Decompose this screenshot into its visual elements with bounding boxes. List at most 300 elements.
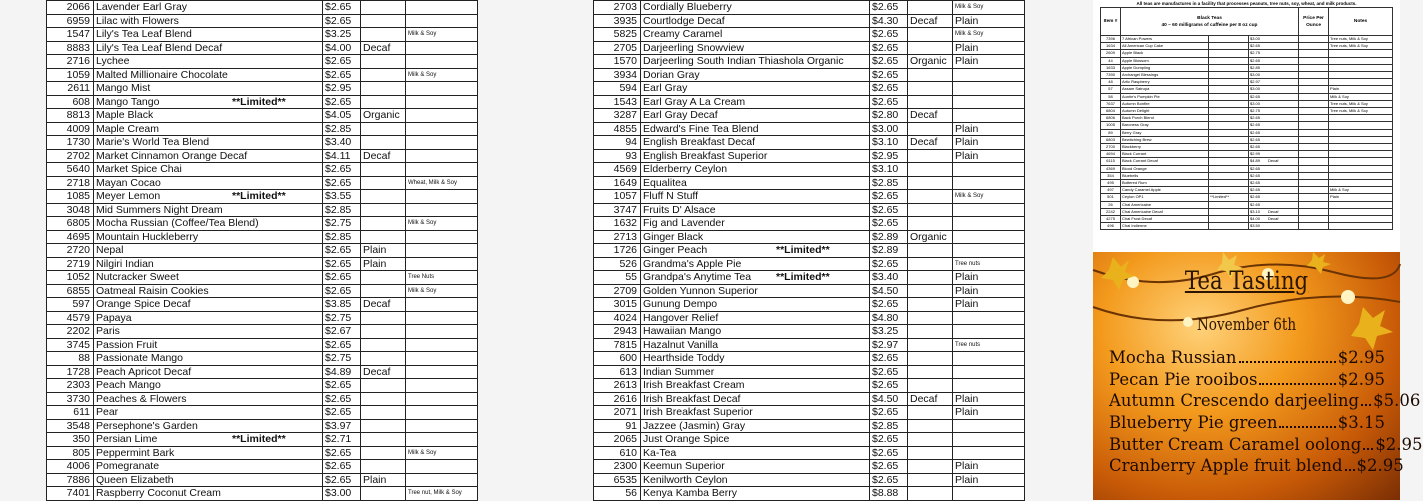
price-cell: $2.71 <box>323 433 361 447</box>
allergen-cell <box>406 163 478 177</box>
spacer-cell <box>1299 129 1329 136</box>
price-cell <box>1249 201 1299 208</box>
table-row <box>594 68 1025 82</box>
tea-name-cell <box>641 230 870 244</box>
spacer-cell <box>1299 43 1329 50</box>
tea-name: Papaya <box>96 311 132 324</box>
tea-name-cell <box>94 28 323 42</box>
item-number-cell: 7390 <box>1101 72 1121 79</box>
item-number-cell: 7401 <box>47 487 94 501</box>
tea-name-cell <box>94 176 323 190</box>
tea-name: Orange Spice Decaf <box>96 298 191 310</box>
table-row <box>1101 100 1393 107</box>
limited-cell <box>1209 115 1249 122</box>
item-number-cell: 526 <box>594 257 641 271</box>
item-number-cell: 6803 <box>1101 136 1121 143</box>
tea-name: Fruits D' Alsace <box>643 203 716 216</box>
item-number-cell: 2613 <box>594 379 641 393</box>
price-cell: $2.65 <box>323 244 361 258</box>
allergen-cell <box>1329 136 1393 143</box>
allergen-cell <box>406 379 478 393</box>
allergen-cell <box>406 95 478 109</box>
note-cell <box>361 95 406 109</box>
allergen-cell <box>406 190 478 204</box>
table-row <box>1101 172 1393 179</box>
allergen-cell <box>953 487 1025 501</box>
price-cell <box>1249 108 1299 115</box>
price-cell <box>1249 208 1299 215</box>
tea-name-cell <box>641 1 870 15</box>
tea-name-cell <box>641 244 870 258</box>
table-row <box>1101 201 1393 208</box>
tea-name: Just Orange Spice <box>643 433 730 445</box>
spacer-cell <box>1299 144 1329 151</box>
price-value: $2.65 <box>1250 122 1261 128</box>
tea-name-cell <box>641 433 870 447</box>
note-cell: Decaf <box>908 109 953 123</box>
tea-name: English Breakfast Decaf <box>643 136 756 148</box>
table-row <box>47 487 478 501</box>
item-number-cell: 26 <box>1101 201 1121 208</box>
allergen-cell: Plain <box>953 122 1025 136</box>
item-number-cell: 5825 <box>594 28 641 42</box>
dot-leader <box>1239 361 1336 363</box>
dot-leader <box>1345 469 1355 471</box>
spacer-cell <box>1299 165 1329 172</box>
table-row <box>47 244 478 258</box>
price-cell <box>1249 136 1299 143</box>
note-cell <box>908 176 953 190</box>
price-value: $2.99 <box>1250 151 1261 157</box>
spacer-cell <box>1299 216 1329 223</box>
tea-name: Creamy Caramel <box>643 28 723 40</box>
tea-name-cell: Chai Frost Decaf <box>1121 216 1209 223</box>
tea-name-cell: Blood Orange <box>1121 165 1209 172</box>
table-row <box>594 338 1025 352</box>
left-tea-table <box>46 0 478 501</box>
note-cell <box>908 41 953 55</box>
flyer-menu-item <box>1109 456 1404 478</box>
note-cell: Organic <box>361 109 406 123</box>
dot-leader <box>1279 426 1335 428</box>
table-row <box>594 271 1025 285</box>
tea-name-cell <box>94 95 323 109</box>
table-row <box>47 203 478 217</box>
note-cell <box>908 244 953 258</box>
note-cell: Decaf <box>361 149 406 163</box>
header-notes: Notes <box>1329 8 1393 36</box>
table-row <box>1101 216 1393 223</box>
limited-cell <box>1209 72 1249 79</box>
allergen-cell <box>1329 165 1393 172</box>
middle-tea-table <box>593 0 1025 501</box>
note-cell <box>361 190 406 204</box>
left-tea-sheet <box>46 0 477 500</box>
tea-name-cell <box>641 55 870 69</box>
item-number-cell: 495 <box>1101 180 1121 187</box>
table-row <box>47 419 478 433</box>
item-number-cell: 8883 <box>47 41 94 55</box>
note-cell <box>361 163 406 177</box>
item-number-cell: 1085 <box>47 190 94 204</box>
tea-name: Nilgiri Indian <box>96 257 154 270</box>
allergen-cell <box>953 311 1025 325</box>
table-row <box>47 41 478 55</box>
price-value: $2.97 <box>1250 79 1261 85</box>
price-value: $2.65 <box>1250 136 1261 142</box>
price-cell: $2.65 <box>323 392 361 406</box>
allergen-cell: Plain <box>953 41 1025 55</box>
tea-name: Malted Millionaire Chocolate <box>96 68 228 81</box>
tea-name-cell: Chai Americaine <box>1121 201 1209 208</box>
allergen-cell <box>406 460 478 474</box>
tea-name-cell <box>641 122 870 136</box>
allergen-cell <box>1329 208 1393 215</box>
item-number-cell: 496 <box>1101 223 1121 230</box>
allergen-cell: Tree nuts <box>953 338 1025 352</box>
table-row <box>594 379 1025 393</box>
note-cell <box>361 311 406 325</box>
table-row <box>47 392 478 406</box>
note-cell <box>361 284 406 298</box>
tea-name: Irish Breakfast Cream <box>643 379 745 391</box>
flyer-date: November 6th <box>1196 315 1297 335</box>
table-row <box>594 149 1025 163</box>
price-cell <box>1249 144 1299 151</box>
allergen-cell <box>1329 172 1393 179</box>
header-caffeine: 40 – 60 milligrams of caffeine per 8 oz cup <box>1161 22 1258 28</box>
table-row <box>594 55 1025 69</box>
table-row <box>594 122 1025 136</box>
allergen-cell: Tree nuts, Milk & Soy <box>1329 36 1393 43</box>
allergen-cell: Milk & Soy <box>1329 187 1393 194</box>
note-value: Decaf <box>1268 158 1279 164</box>
tea-name-cell: Archangel Blessings <box>1121 72 1209 79</box>
price-cell <box>1249 93 1299 100</box>
note-cell: Decaf <box>361 365 406 379</box>
price-value: $2.65 <box>1250 115 1261 121</box>
tea-name: Mayan Cocao <box>96 176 161 189</box>
item-number-cell: 4569 <box>594 163 641 177</box>
tea-name-cell <box>641 28 870 42</box>
flyer-tea-price: $2.95 <box>1337 369 1385 389</box>
note-cell <box>908 433 953 447</box>
price-cell: $4.89 <box>323 365 361 379</box>
tea-name-cell <box>641 365 870 379</box>
note-cell <box>908 190 953 204</box>
allergen-cell <box>406 122 478 136</box>
price-cell <box>1249 43 1299 50</box>
table-row <box>594 244 1025 258</box>
limited-label: **Limited** <box>232 190 286 202</box>
price-cell: $2.95 <box>870 149 908 163</box>
allergen-cell <box>406 203 478 217</box>
tea-name: Earl Gray <box>643 82 688 94</box>
tea-name-cell <box>641 190 870 204</box>
price-cell: $2.65 <box>870 203 908 217</box>
table-row <box>594 284 1025 298</box>
price-cell: $2.65 <box>870 190 908 204</box>
limited-cell <box>1209 158 1249 165</box>
limited-cell <box>1209 36 1249 43</box>
price-cell: $2.65 <box>870 365 908 379</box>
tea-name: Persephone's Garden <box>96 419 198 432</box>
tea-name-cell <box>641 460 870 474</box>
price-value: $2.65 <box>1250 172 1261 178</box>
price-cell: $2.65 <box>870 460 908 474</box>
tea-name-cell <box>94 460 323 474</box>
tea-name-cell: All American Cup Cake <box>1121 43 1209 50</box>
tea-name-cell <box>94 446 323 460</box>
allergen-cell: Milk & Soy <box>406 217 478 231</box>
price-cell <box>1249 216 1299 223</box>
price-cell: $2.65 <box>870 352 908 366</box>
note-cell: Plain <box>361 473 406 487</box>
item-number-cell: 1052 <box>47 271 94 285</box>
allergen-cell <box>953 244 1025 258</box>
limited-cell <box>1209 172 1249 179</box>
tea-name: Fig and Lavender <box>643 217 725 229</box>
price-cell <box>1249 64 1299 71</box>
tea-name-cell <box>94 122 323 136</box>
item-number-cell: 2202 <box>47 325 94 339</box>
tea-name-cell <box>94 1 323 15</box>
price-cell: $2.65 <box>323 176 361 190</box>
table-row <box>47 190 478 204</box>
spacer-cell <box>1299 64 1329 71</box>
table-row <box>47 55 478 69</box>
table-row <box>47 217 478 231</box>
note-cell <box>361 460 406 474</box>
item-number-cell: 3934 <box>594 68 641 82</box>
price-value: $4.89 <box>1250 158 1261 164</box>
allergen-cell <box>953 446 1025 460</box>
tea-name-cell <box>94 473 323 487</box>
spacer-cell <box>1299 172 1329 179</box>
note-cell <box>908 379 953 393</box>
allergen-cell <box>1329 144 1393 151</box>
price-cell: $2.65 <box>870 1 908 15</box>
table-row <box>1101 223 1393 230</box>
tea-name-cell: Chai Americaine Decaf <box>1121 208 1209 215</box>
note-cell <box>908 406 953 420</box>
allergen-cell: Milk & Soy <box>406 68 478 82</box>
table-row <box>594 14 1025 28</box>
tea-name: Ginger Black <box>643 230 704 243</box>
item-number-cell: 55 <box>594 271 641 285</box>
allergen-cell <box>1329 151 1393 158</box>
allergen-cell: Plain <box>953 460 1025 474</box>
spacer-cell <box>1299 72 1329 79</box>
tea-name-cell <box>641 325 870 339</box>
note-value: Decaf <box>1268 208 1279 214</box>
table-row <box>594 433 1025 447</box>
allergen-cell <box>406 433 478 447</box>
price-value: $2.85 <box>1250 64 1261 70</box>
limited-cell: **Limited** <box>1209 194 1249 201</box>
item-number-cell: 4695 <box>47 230 94 244</box>
spacer-cell <box>1299 180 1329 187</box>
tea-name: Mid Summers Night Dream <box>96 203 223 216</box>
tea-name: Irish Breakfast Superior <box>643 406 753 418</box>
note-cell <box>361 338 406 352</box>
limited-cell <box>1209 79 1249 86</box>
note-cell <box>908 95 953 109</box>
tea-name: Lychee <box>96 55 130 67</box>
note-cell <box>908 325 953 339</box>
price-value: $3.00 <box>1250 36 1261 41</box>
price-cell: $4.50 <box>870 284 908 298</box>
price-cell: $3.00 <box>870 122 908 136</box>
limited-cell <box>1209 151 1249 158</box>
tea-name-cell <box>641 203 870 217</box>
table-row <box>594 257 1025 271</box>
tea-name-cell <box>641 41 870 55</box>
limited-cell <box>1209 180 1249 187</box>
table-row <box>47 406 478 420</box>
tea-name-cell <box>641 271 870 285</box>
tea-name: Market Spice Chai <box>96 163 182 175</box>
table-row <box>1101 64 1393 71</box>
allergen-cell: Plain <box>953 473 1025 487</box>
tea-name: Pear <box>96 406 119 418</box>
allergen-cell: Plain <box>953 284 1025 298</box>
price-value: $2.65 <box>1250 201 1261 207</box>
price-value: $3.00 <box>1250 100 1261 106</box>
tea-name-cell <box>94 203 323 217</box>
table-row <box>47 122 478 136</box>
item-number-cell: 611 <box>47 406 94 420</box>
note-cell: Decaf <box>361 41 406 55</box>
price-cell: $2.65 <box>323 163 361 177</box>
tea-name: Kenya Kamba Berry <box>643 487 737 499</box>
limited-cell <box>1209 86 1249 93</box>
note-cell <box>361 487 406 501</box>
note-cell <box>908 473 953 487</box>
price-cell: $3.00 <box>323 487 361 501</box>
allergen-cell <box>953 419 1025 433</box>
tea-name-cell <box>94 352 323 366</box>
spacer-cell <box>1299 136 1329 143</box>
note-cell <box>908 446 953 460</box>
tea-name-cell <box>641 136 870 150</box>
tea-name-cell <box>94 190 323 204</box>
tea-name: Edward's Fine Tea Blend <box>643 122 759 135</box>
tea-name: Mango Mist <box>96 82 151 94</box>
table-row <box>47 136 478 150</box>
note-cell: Decaf <box>908 14 953 28</box>
table-row <box>1101 194 1393 201</box>
tea-tasting-flyer <box>1093 252 1423 500</box>
tea-name-cell <box>641 163 870 177</box>
flyer-menu-item <box>1109 348 1385 370</box>
table-row <box>1101 86 1393 93</box>
note-cell <box>908 311 953 325</box>
table-row <box>47 311 478 325</box>
item-number-cell: 2066 <box>47 1 94 15</box>
table-row <box>1101 129 1393 136</box>
flyer-menu-list <box>1109 348 1423 478</box>
tea-name: Market Cinnamon Orange Decaf <box>96 149 248 162</box>
note-cell <box>361 271 406 285</box>
limited-cell <box>1209 57 1249 64</box>
tea-name-cell <box>94 82 323 96</box>
tea-name-cell <box>641 176 870 190</box>
allergen-cell: Tree nuts, Milk & Soy <box>1329 108 1393 115</box>
price-cell: $2.65 <box>870 82 908 96</box>
price-cell: $2.85 <box>323 203 361 217</box>
table-row <box>594 487 1025 501</box>
allergen-cell <box>406 325 478 339</box>
price-cell: $2.85 <box>870 176 908 190</box>
price-cell <box>1249 36 1299 43</box>
tea-name: Ka-Tea <box>643 446 677 459</box>
price-cell <box>1249 172 1299 179</box>
price-value: $2.65 <box>1250 57 1261 63</box>
item-number-cell: 4024 <box>594 311 641 325</box>
note-cell <box>908 203 953 217</box>
limited-cell <box>1209 187 1249 194</box>
item-number-cell: 91 <box>594 419 641 433</box>
price-cell: $2.65 <box>870 379 908 393</box>
tea-name-cell <box>641 109 870 123</box>
tea-name-cell: Black Currant Decaf <box>1121 158 1209 165</box>
flyer-tea-price: $2.95 <box>1337 348 1385 367</box>
table-row <box>594 230 1025 244</box>
item-number-cell: 3287 <box>594 109 641 123</box>
allergen-cell <box>953 379 1025 393</box>
note-cell <box>361 68 406 82</box>
price-cell: $2.65 <box>870 473 908 487</box>
tea-name: Meyer Lemon <box>96 190 161 202</box>
table-row <box>47 352 478 366</box>
table-row <box>47 14 478 28</box>
price-cell <box>1249 100 1299 107</box>
price-cell <box>1249 57 1299 64</box>
allergen-cell <box>1329 122 1393 129</box>
item-number-cell: 1570 <box>594 55 641 69</box>
item-number-cell: 2705 <box>594 41 641 55</box>
tea-name: Peach Apricot Decaf <box>96 365 192 378</box>
item-number-cell: 2713 <box>594 230 641 244</box>
limited-cell <box>1209 223 1249 230</box>
item-number-cell: 610 <box>594 446 641 460</box>
allergen-cell <box>953 68 1025 82</box>
allergen-cell <box>953 365 1025 379</box>
tea-name-cell <box>94 338 323 352</box>
limited-cell <box>1209 129 1249 136</box>
allergen-cell <box>953 203 1025 217</box>
allergen-cell <box>1329 57 1393 64</box>
item-number-cell: 44 <box>1101 57 1121 64</box>
note-cell: Decaf <box>908 136 953 150</box>
item-number-cell: 4009 <box>47 122 94 136</box>
price-cell: $2.65 <box>870 41 908 55</box>
tea-name-cell <box>94 41 323 55</box>
table-row <box>1101 72 1393 79</box>
note-cell <box>908 217 953 231</box>
item-number-cell: 4369 <box>1101 165 1121 172</box>
price-cell: $2.65 <box>323 473 361 487</box>
price-cell: $2.95 <box>323 82 361 96</box>
table-row <box>47 95 478 109</box>
item-number-cell: 1730 <box>47 136 94 150</box>
allergen-cell <box>953 95 1025 109</box>
tea-name-cell <box>94 392 323 406</box>
item-number-cell: 3730 <box>47 392 94 406</box>
allergen-cell: Plain <box>953 14 1025 28</box>
spacer-cell <box>1299 158 1329 165</box>
